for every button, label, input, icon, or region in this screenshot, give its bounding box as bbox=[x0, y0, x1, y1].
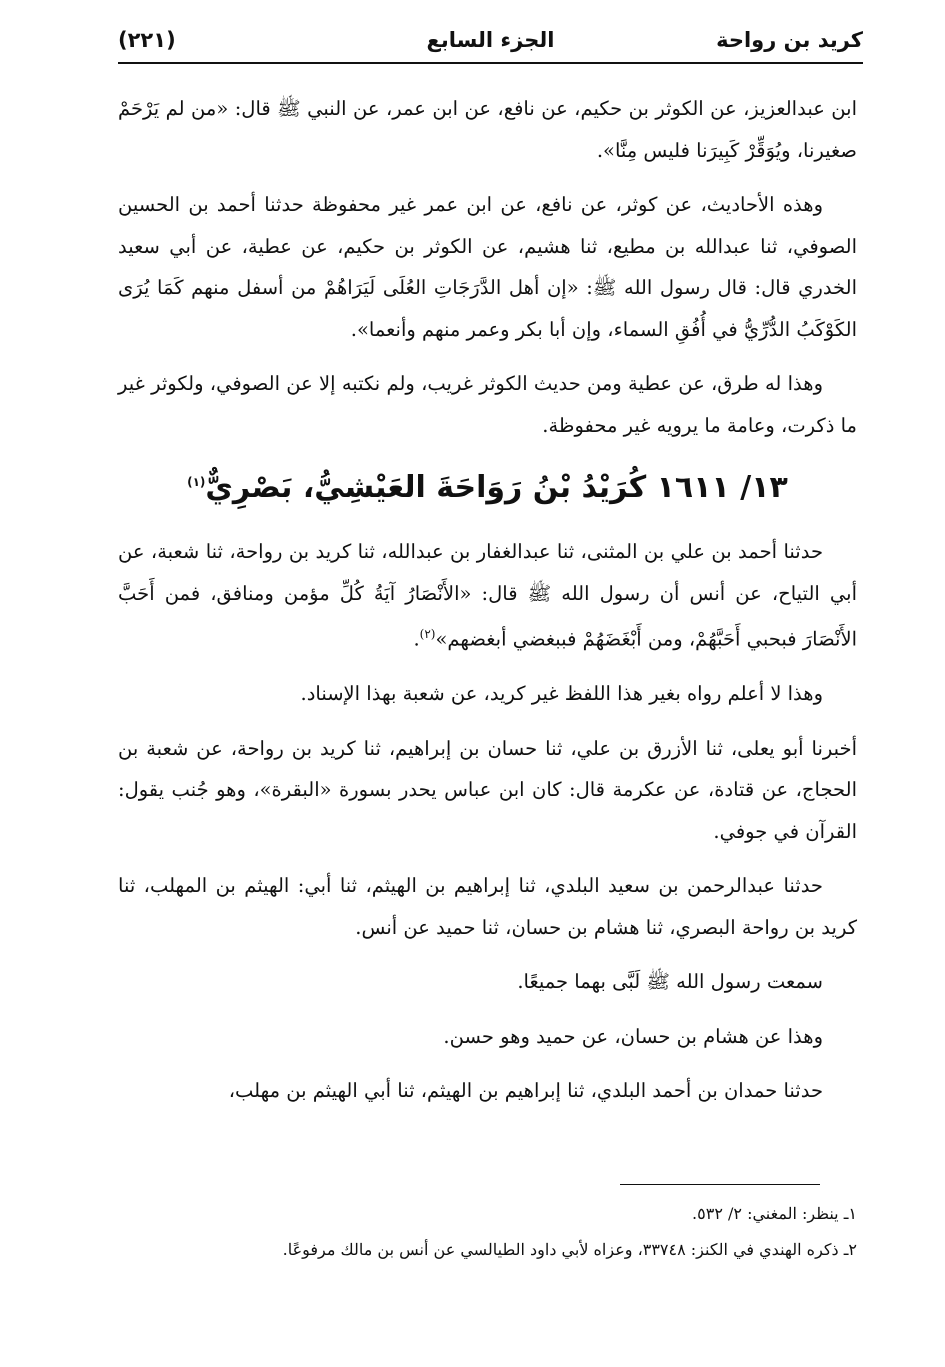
header-chapter-name: كريد بن رواحة bbox=[716, 28, 863, 52]
main-text bbox=[118, 88, 857, 1125]
paragraph-8: سمعت رسول الله ﷺ لَبَّى بهما جميعًا. bbox=[517, 970, 823, 993]
chapter-title-text: ١٣/ ١٦١١ كُرَيْدُ بْنُ رَوَاحَةَ العَيْشِيُّ، بَصْرِيٌّ bbox=[205, 470, 788, 505]
header-rule bbox=[118, 62, 863, 64]
footnote-2: ٢ـ ذكره الهندي في الكنز: ٣٣٧٤٨، وعزاه لأبي داود الطيالسي عن أنس بن مالك مرفوعًا. bbox=[282, 1240, 857, 1259]
paragraph-9: وهذا عن هشام بن حسان، عن حميد وهو حسن. bbox=[443, 1024, 823, 1048]
header-page-number: (٢٢١) bbox=[118, 28, 176, 52]
paragraph-4-footnote-ref: (٢) bbox=[419, 627, 436, 641]
page-header bbox=[118, 26, 863, 60]
chapter-title-footnote-ref: (١) bbox=[187, 475, 206, 489]
paragraph-7: حدثنا عبدالرحمن بن سعيد البلدي، ثنا إبراهيم بن الهيثم، ثنا أبي: الهيثم بن المهلب، ثنا كريد بن رواحة البصري، ثنا هشام بن حسان، ثنا حميد عن أنس. bbox=[118, 874, 857, 939]
paragraph-4: حدثنا أحمد بن علي بن المثنى، ثنا عبدالغفار بن عبدالله، ثنا كريد بن رواحة، ثنا شعبة، عن أبي التياح، عن أنس أن رسول الله ﷺ قال: «الأَنْصَارُ آيَةُ كُلِّ مؤمن ومنافق، فمن أَحَبَّ الأَنْصَارَ فبحبي أَحَبَّهُمْ، ومن أَبْغَضَهُمْ فببغضي أبغضهم»$^{(٢)}$. bbox=[118, 540, 857, 651]
footnote-1: ١ـ ينظر: المغني: ٢/ ٥٣٢. bbox=[692, 1204, 857, 1223]
paragraph-4-text: حدثنا أحمد بن علي بن المثنى، ثنا عبدالغفار بن عبدالله، ثنا كريد بن رواحة، ثنا شعبة، عن أبي التياح، عن أنس أن رسول الله ﷺ قال: «الأَنْصَارُ آيَةُ كُلِّ مؤمن ومنافق، فمن أَحَبَّ الأَنْصَارَ فبحبي أَحَبَّهُمْ، ومن أَبْغَضَهُمْ فببغضي أبغضهم» bbox=[118, 540, 857, 651]
paragraph-10: حدثنا حمدان بن أحمد البلدي، ثنا إبراهيم بن الهيثم، ثنا أبي الهيثم بن مهلب، bbox=[228, 1079, 823, 1102]
paragraph-3: وهذا له طرق، عن عطية ومن حديث الكوثر غريب، ولم نكتبه إلا عن الصوفي، ولكوثر غير ما ذكرت، وعامة ما يرويه غير محفوظة. bbox=[118, 372, 857, 437]
paragraph-6: أخبرنا أبو يعلى، ثنا الأزرق بن علي، ثنا حسان بن إبراهيم، ثنا كريد بن رواحة، عن شعبة بن الحجاج، عن قتادة، عن عكرمة قال: كان ابن عباس يحدر بسورة «البقرة»، وهو جُنب يقول: القرآن في جوفي. bbox=[118, 736, 857, 843]
header-volume-title: الجزء السابع bbox=[426, 28, 555, 52]
paragraph-2: وهذه الأحاديث، عن كوثر، عن نافع، عن ابن عمر غير محفوظة حدثنا أحمد بن الحسين الصوفي، ثنا عبدالله بن مطيع، ثنا هشيم، عن الكوثر بن حكيم، عن عطية، عن أبي سعيد الخدري قال: قال رسول الله ﷺ: «إن أهل الدَّرَجَاتِ العُلَى لَيَرَاهُمْ من أسفل منهم كَمَا يُرَى الكَوْكَبُ الدُّرِّيُّ في أُفُقِ السماء، وإن أبا بكر وعمر منهم وأنعما». bbox=[118, 193, 857, 341]
footnotes bbox=[118, 1196, 857, 1268]
chapter-title bbox=[118, 459, 857, 511]
footnote-separator bbox=[620, 1184, 820, 1185]
paragraph-5: وهذا لا أعلم رواه بغير هذا اللفظ غير كريد، عن شعبة بهذا الإسناد. bbox=[300, 682, 823, 705]
paragraph-1: ابن عبدالعزيز، عن الكوثر بن حكيم، عن نافع، عن ابن عمر، عن النبي ﷺ قال: «من لم يَرْحَمْ صغيرنا، ويُوَقِّرْ كَبِيرَنا فليس مِنَّا». bbox=[118, 97, 857, 162]
